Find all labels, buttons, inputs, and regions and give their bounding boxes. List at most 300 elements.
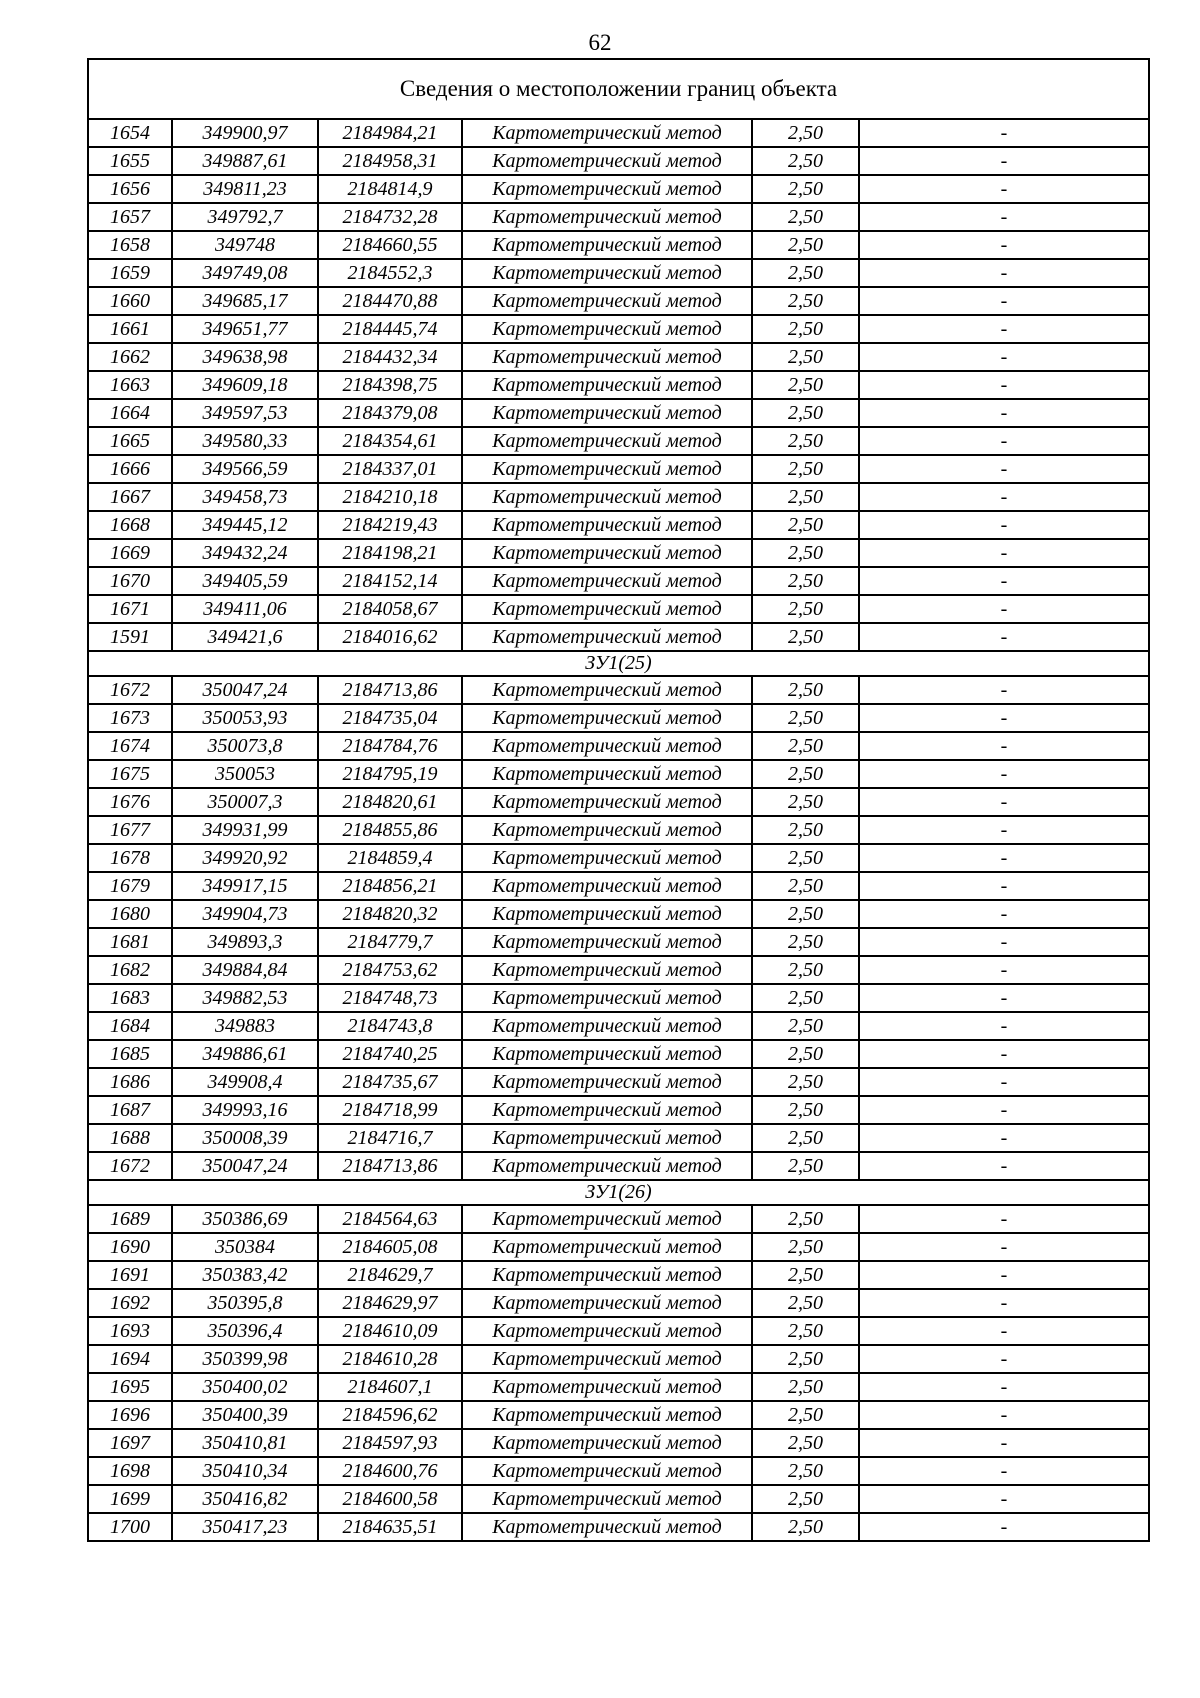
description-cell: - bbox=[859, 956, 1149, 984]
description-cell: - bbox=[859, 1317, 1149, 1345]
y-coordinate-cell: 2184016,62 bbox=[318, 623, 462, 651]
description-cell: - bbox=[859, 511, 1149, 539]
y-coordinate-cell: 2184735,67 bbox=[318, 1068, 462, 1096]
method-cell: Картометрический метод bbox=[462, 539, 752, 567]
description-cell: - bbox=[859, 287, 1149, 315]
description-cell: - bbox=[859, 1205, 1149, 1233]
point-number-cell: 1689 bbox=[88, 1205, 172, 1233]
y-coordinate-cell: 2184735,04 bbox=[318, 704, 462, 732]
description-cell: - bbox=[859, 928, 1149, 956]
y-coordinate-cell: 2184856,21 bbox=[318, 872, 462, 900]
y-coordinate-cell: 2184859,4 bbox=[318, 844, 462, 872]
y-coordinate-cell: 2184740,25 bbox=[318, 1040, 462, 1068]
y-coordinate-cell: 2184398,75 bbox=[318, 371, 462, 399]
table-row bbox=[88, 567, 1149, 595]
x-coordinate-cell: 349421,6 bbox=[172, 623, 318, 651]
point-number-cell: 1693 bbox=[88, 1317, 172, 1345]
point-number-cell: 1670 bbox=[88, 567, 172, 595]
table-row bbox=[88, 259, 1149, 287]
table-row bbox=[88, 427, 1149, 455]
point-number-cell: 1690 bbox=[88, 1233, 172, 1261]
table-row bbox=[88, 203, 1149, 231]
y-coordinate-cell: 2184600,58 bbox=[318, 1485, 462, 1513]
method-cell: Картометрический метод bbox=[462, 1040, 752, 1068]
accuracy-cell: 2,50 bbox=[752, 732, 859, 760]
y-coordinate-cell: 2184820,32 bbox=[318, 900, 462, 928]
description-cell: - bbox=[859, 1513, 1149, 1541]
method-cell: Картометрический метод bbox=[462, 175, 752, 203]
y-coordinate-cell: 2184984,21 bbox=[318, 119, 462, 147]
x-coordinate-cell: 350400,39 bbox=[172, 1401, 318, 1429]
point-number-cell: 1657 bbox=[88, 203, 172, 231]
accuracy-cell: 2,50 bbox=[752, 872, 859, 900]
y-coordinate-cell: 2184732,28 bbox=[318, 203, 462, 231]
accuracy-cell: 2,50 bbox=[752, 900, 859, 928]
method-cell: Картометрический метод bbox=[462, 567, 752, 595]
accuracy-cell: 2,50 bbox=[752, 1513, 859, 1541]
section-label: ЗУ1(25) bbox=[88, 651, 1149, 676]
method-cell: Картометрический метод bbox=[462, 956, 752, 984]
description-cell: - bbox=[859, 676, 1149, 704]
accuracy-cell: 2,50 bbox=[752, 371, 859, 399]
method-cell: Картометрический метод bbox=[462, 984, 752, 1012]
x-coordinate-cell: 349893,3 bbox=[172, 928, 318, 956]
y-coordinate-cell: 2184716,7 bbox=[318, 1124, 462, 1152]
x-coordinate-cell: 350386,69 bbox=[172, 1205, 318, 1233]
method-cell: Картометрический метод bbox=[462, 287, 752, 315]
table-row bbox=[88, 1233, 1149, 1261]
table-row bbox=[88, 623, 1149, 651]
description-cell: - bbox=[859, 1429, 1149, 1457]
table-row bbox=[88, 1261, 1149, 1289]
x-coordinate-cell: 350047,24 bbox=[172, 1152, 318, 1180]
x-coordinate-cell: 349609,18 bbox=[172, 371, 318, 399]
description-cell: - bbox=[859, 1457, 1149, 1485]
table-row bbox=[88, 1317, 1149, 1345]
point-number-cell: 1695 bbox=[88, 1373, 172, 1401]
description-cell: - bbox=[859, 595, 1149, 623]
x-coordinate-cell: 350007,3 bbox=[172, 788, 318, 816]
method-cell: Картометрический метод bbox=[462, 1485, 752, 1513]
method-cell: Картометрический метод bbox=[462, 1373, 752, 1401]
accuracy-cell: 2,50 bbox=[752, 1124, 859, 1152]
y-coordinate-cell: 2184564,63 bbox=[318, 1205, 462, 1233]
table-title-row bbox=[88, 59, 1149, 119]
method-cell: Картометрический метод bbox=[462, 427, 752, 455]
description-cell: - bbox=[859, 427, 1149, 455]
accuracy-cell: 2,50 bbox=[752, 1012, 859, 1040]
point-number-cell: 1674 bbox=[88, 732, 172, 760]
y-coordinate-cell: 2184432,34 bbox=[318, 343, 462, 371]
description-cell: - bbox=[859, 1289, 1149, 1317]
accuracy-cell: 2,50 bbox=[752, 455, 859, 483]
x-coordinate-cell: 349920,92 bbox=[172, 844, 318, 872]
method-cell: Картометрический метод bbox=[462, 1289, 752, 1317]
y-coordinate-cell: 2184784,76 bbox=[318, 732, 462, 760]
table-row bbox=[88, 1205, 1149, 1233]
y-coordinate-cell: 2184753,62 bbox=[318, 956, 462, 984]
table-row bbox=[88, 343, 1149, 371]
method-cell: Картометрический метод bbox=[462, 788, 752, 816]
table-row bbox=[88, 984, 1149, 1012]
accuracy-cell: 2,50 bbox=[752, 1317, 859, 1345]
y-coordinate-cell: 2184610,09 bbox=[318, 1317, 462, 1345]
description-cell: - bbox=[859, 1373, 1149, 1401]
x-coordinate-cell: 350073,8 bbox=[172, 732, 318, 760]
description-cell: - bbox=[859, 1012, 1149, 1040]
x-coordinate-cell: 349993,16 bbox=[172, 1096, 318, 1124]
description-cell: - bbox=[859, 816, 1149, 844]
point-number-cell: 1672 bbox=[88, 1152, 172, 1180]
table-row bbox=[88, 1096, 1149, 1124]
x-coordinate-cell: 349908,4 bbox=[172, 1068, 318, 1096]
point-number-cell: 1667 bbox=[88, 483, 172, 511]
x-coordinate-cell: 349405,59 bbox=[172, 567, 318, 595]
y-coordinate-cell: 2184152,14 bbox=[318, 567, 462, 595]
x-coordinate-cell: 349445,12 bbox=[172, 511, 318, 539]
x-coordinate-cell: 349749,08 bbox=[172, 259, 318, 287]
x-coordinate-cell: 349458,73 bbox=[172, 483, 318, 511]
y-coordinate-cell: 2184354,61 bbox=[318, 427, 462, 455]
description-cell: - bbox=[859, 760, 1149, 788]
x-coordinate-cell: 349651,77 bbox=[172, 315, 318, 343]
description-cell: - bbox=[859, 1068, 1149, 1096]
point-number-cell: 1698 bbox=[88, 1457, 172, 1485]
table-row bbox=[88, 511, 1149, 539]
table-row bbox=[88, 595, 1149, 623]
table-row bbox=[88, 1429, 1149, 1457]
table-row bbox=[88, 1401, 1149, 1429]
description-cell: - bbox=[859, 315, 1149, 343]
section-header-row bbox=[88, 651, 1149, 676]
table-row bbox=[88, 1068, 1149, 1096]
method-cell: Картометрический метод bbox=[462, 704, 752, 732]
accuracy-cell: 2,50 bbox=[752, 147, 859, 175]
point-number-cell: 1683 bbox=[88, 984, 172, 1012]
description-cell: - bbox=[859, 1124, 1149, 1152]
point-number-cell: 1687 bbox=[88, 1096, 172, 1124]
description-cell: - bbox=[859, 1096, 1149, 1124]
point-number-cell: 1677 bbox=[88, 816, 172, 844]
x-coordinate-cell: 350383,42 bbox=[172, 1261, 318, 1289]
description-cell: - bbox=[859, 732, 1149, 760]
point-number-cell: 1672 bbox=[88, 676, 172, 704]
table-row bbox=[88, 1040, 1149, 1068]
description-cell: - bbox=[859, 1233, 1149, 1261]
accuracy-cell: 2,50 bbox=[752, 760, 859, 788]
method-cell: Картометрический метод bbox=[462, 1096, 752, 1124]
y-coordinate-cell: 2184958,31 bbox=[318, 147, 462, 175]
table-row bbox=[88, 1373, 1149, 1401]
y-coordinate-cell: 2184605,08 bbox=[318, 1233, 462, 1261]
method-cell: Картометрический метод bbox=[462, 928, 752, 956]
description-cell: - bbox=[859, 399, 1149, 427]
x-coordinate-cell: 349882,53 bbox=[172, 984, 318, 1012]
point-number-cell: 1688 bbox=[88, 1124, 172, 1152]
y-coordinate-cell: 2184820,61 bbox=[318, 788, 462, 816]
point-number-cell: 1682 bbox=[88, 956, 172, 984]
accuracy-cell: 2,50 bbox=[752, 287, 859, 315]
table-row bbox=[88, 1012, 1149, 1040]
y-coordinate-cell: 2184743,8 bbox=[318, 1012, 462, 1040]
y-coordinate-cell: 2184718,99 bbox=[318, 1096, 462, 1124]
point-number-cell: 1680 bbox=[88, 900, 172, 928]
y-coordinate-cell: 2184198,21 bbox=[318, 539, 462, 567]
table-row bbox=[88, 1289, 1149, 1317]
x-coordinate-cell: 349931,99 bbox=[172, 816, 318, 844]
accuracy-cell: 2,50 bbox=[752, 1457, 859, 1485]
description-cell: - bbox=[859, 704, 1149, 732]
y-coordinate-cell: 2184610,28 bbox=[318, 1345, 462, 1373]
point-number-cell: 1696 bbox=[88, 1401, 172, 1429]
description-cell: - bbox=[859, 1040, 1149, 1068]
accuracy-cell: 2,50 bbox=[752, 1152, 859, 1180]
table-row bbox=[88, 1485, 1149, 1513]
x-coordinate-cell: 349792,7 bbox=[172, 203, 318, 231]
x-coordinate-cell: 349685,17 bbox=[172, 287, 318, 315]
accuracy-cell: 2,50 bbox=[752, 1429, 859, 1457]
description-cell: - bbox=[859, 539, 1149, 567]
y-coordinate-cell: 2184470,88 bbox=[318, 287, 462, 315]
y-coordinate-cell: 2184445,74 bbox=[318, 315, 462, 343]
x-coordinate-cell: 349597,53 bbox=[172, 399, 318, 427]
table-row bbox=[88, 760, 1149, 788]
point-number-cell: 1591 bbox=[88, 623, 172, 651]
table-row bbox=[88, 147, 1149, 175]
description-cell: - bbox=[859, 1152, 1149, 1180]
description-cell: - bbox=[859, 872, 1149, 900]
y-coordinate-cell: 2184379,08 bbox=[318, 399, 462, 427]
y-coordinate-cell: 2184713,86 bbox=[318, 1152, 462, 1180]
accuracy-cell: 2,50 bbox=[752, 844, 859, 872]
accuracy-cell: 2,50 bbox=[752, 175, 859, 203]
method-cell: Картометрический метод bbox=[462, 760, 752, 788]
description-cell: - bbox=[859, 259, 1149, 287]
method-cell: Картометрический метод bbox=[462, 1513, 752, 1541]
accuracy-cell: 2,50 bbox=[752, 788, 859, 816]
method-cell: Картометрический метод bbox=[462, 1233, 752, 1261]
accuracy-cell: 2,50 bbox=[752, 704, 859, 732]
x-coordinate-cell: 350395,8 bbox=[172, 1289, 318, 1317]
description-cell: - bbox=[859, 900, 1149, 928]
table-title: Сведения о местоположении границ объекта bbox=[88, 59, 1149, 119]
table-row bbox=[88, 231, 1149, 259]
x-coordinate-cell: 350399,98 bbox=[172, 1345, 318, 1373]
point-number-cell: 1678 bbox=[88, 844, 172, 872]
point-number-cell: 1692 bbox=[88, 1289, 172, 1317]
accuracy-cell: 2,50 bbox=[752, 231, 859, 259]
x-coordinate-cell: 349884,84 bbox=[172, 956, 318, 984]
point-number-cell: 1700 bbox=[88, 1513, 172, 1541]
method-cell: Картометрический метод bbox=[462, 595, 752, 623]
accuracy-cell: 2,50 bbox=[752, 567, 859, 595]
method-cell: Картометрический метод bbox=[462, 455, 752, 483]
method-cell: Картометрический метод bbox=[462, 1345, 752, 1373]
point-number-cell: 1684 bbox=[88, 1012, 172, 1040]
description-cell: - bbox=[859, 371, 1149, 399]
point-number-cell: 1659 bbox=[88, 259, 172, 287]
accuracy-cell: 2,50 bbox=[752, 595, 859, 623]
y-coordinate-cell: 2184629,7 bbox=[318, 1261, 462, 1289]
description-cell: - bbox=[859, 147, 1149, 175]
x-coordinate-cell: 349887,61 bbox=[172, 147, 318, 175]
table-row bbox=[88, 175, 1149, 203]
point-number-cell: 1685 bbox=[88, 1040, 172, 1068]
point-number-cell: 1676 bbox=[88, 788, 172, 816]
x-coordinate-cell: 350396,4 bbox=[172, 1317, 318, 1345]
method-cell: Картометрический метод bbox=[462, 1152, 752, 1180]
x-coordinate-cell: 350008,39 bbox=[172, 1124, 318, 1152]
accuracy-cell: 2,50 bbox=[752, 1205, 859, 1233]
y-coordinate-cell: 2184210,18 bbox=[318, 483, 462, 511]
method-cell: Картометрический метод bbox=[462, 900, 752, 928]
table-row bbox=[88, 816, 1149, 844]
method-cell: Картометрический метод bbox=[462, 732, 752, 760]
x-coordinate-cell: 350400,02 bbox=[172, 1373, 318, 1401]
method-cell: Картометрический метод bbox=[462, 844, 752, 872]
description-cell: - bbox=[859, 1485, 1149, 1513]
accuracy-cell: 2,50 bbox=[752, 539, 859, 567]
table-row bbox=[88, 676, 1149, 704]
table-row bbox=[88, 399, 1149, 427]
table-row bbox=[88, 287, 1149, 315]
x-coordinate-cell: 350053,93 bbox=[172, 704, 318, 732]
accuracy-cell: 2,50 bbox=[752, 399, 859, 427]
accuracy-cell: 2,50 bbox=[752, 676, 859, 704]
table-row bbox=[88, 1124, 1149, 1152]
description-cell: - bbox=[859, 984, 1149, 1012]
accuracy-cell: 2,50 bbox=[752, 119, 859, 147]
accuracy-cell: 2,50 bbox=[752, 1485, 859, 1513]
point-number-cell: 1663 bbox=[88, 371, 172, 399]
accuracy-cell: 2,50 bbox=[752, 816, 859, 844]
y-coordinate-cell: 2184337,01 bbox=[318, 455, 462, 483]
point-number-cell: 1697 bbox=[88, 1429, 172, 1457]
method-cell: Картометрический метод bbox=[462, 259, 752, 287]
point-number-cell: 1655 bbox=[88, 147, 172, 175]
point-number-cell: 1694 bbox=[88, 1345, 172, 1373]
point-number-cell: 1656 bbox=[88, 175, 172, 203]
method-cell: Картометрический метод bbox=[462, 119, 752, 147]
method-cell: Картометрический метод bbox=[462, 1012, 752, 1040]
method-cell: Картометрический метод bbox=[462, 315, 752, 343]
section-header-row bbox=[88, 1180, 1149, 1205]
point-number-cell: 1665 bbox=[88, 427, 172, 455]
x-coordinate-cell: 349811,23 bbox=[172, 175, 318, 203]
y-coordinate-cell: 2184597,93 bbox=[318, 1429, 462, 1457]
point-number-cell: 1686 bbox=[88, 1068, 172, 1096]
method-cell: Картометрический метод bbox=[462, 676, 752, 704]
x-coordinate-cell: 349580,33 bbox=[172, 427, 318, 455]
table-row bbox=[88, 900, 1149, 928]
accuracy-cell: 2,50 bbox=[752, 623, 859, 651]
point-number-cell: 1658 bbox=[88, 231, 172, 259]
x-coordinate-cell: 350410,34 bbox=[172, 1457, 318, 1485]
accuracy-cell: 2,50 bbox=[752, 1373, 859, 1401]
point-number-cell: 1654 bbox=[88, 119, 172, 147]
table-row bbox=[88, 315, 1149, 343]
x-coordinate-cell: 349904,73 bbox=[172, 900, 318, 928]
table-row bbox=[88, 539, 1149, 567]
method-cell: Картометрический метод bbox=[462, 1261, 752, 1289]
y-coordinate-cell: 2184552,3 bbox=[318, 259, 462, 287]
point-number-cell: 1671 bbox=[88, 595, 172, 623]
y-coordinate-cell: 2184600,76 bbox=[318, 1457, 462, 1485]
table-row bbox=[88, 119, 1149, 147]
method-cell: Картометрический метод bbox=[462, 1457, 752, 1485]
y-coordinate-cell: 2184748,73 bbox=[318, 984, 462, 1012]
accuracy-cell: 2,50 bbox=[752, 1289, 859, 1317]
accuracy-cell: 2,50 bbox=[752, 427, 859, 455]
x-coordinate-cell: 349411,06 bbox=[172, 595, 318, 623]
method-cell: Картометрический метод bbox=[462, 1429, 752, 1457]
table-row bbox=[88, 483, 1149, 511]
table-row bbox=[88, 844, 1149, 872]
method-cell: Картометрический метод bbox=[462, 511, 752, 539]
table-row bbox=[88, 956, 1149, 984]
y-coordinate-cell: 2184855,86 bbox=[318, 816, 462, 844]
method-cell: Картометрический метод bbox=[462, 483, 752, 511]
x-coordinate-cell: 349748 bbox=[172, 231, 318, 259]
description-cell: - bbox=[859, 567, 1149, 595]
section-label: ЗУ1(26) bbox=[88, 1180, 1149, 1205]
method-cell: Картометрический метод bbox=[462, 816, 752, 844]
point-number-cell: 1661 bbox=[88, 315, 172, 343]
x-coordinate-cell: 350384 bbox=[172, 1233, 318, 1261]
method-cell: Картометрический метод bbox=[462, 371, 752, 399]
table-row bbox=[88, 1513, 1149, 1541]
method-cell: Картометрический метод bbox=[462, 203, 752, 231]
x-coordinate-cell: 350053 bbox=[172, 760, 318, 788]
y-coordinate-cell: 2184596,62 bbox=[318, 1401, 462, 1429]
x-coordinate-cell: 349886,61 bbox=[172, 1040, 318, 1068]
accuracy-cell: 2,50 bbox=[752, 1040, 859, 1068]
x-coordinate-cell: 350417,23 bbox=[172, 1513, 318, 1541]
x-coordinate-cell: 349432,24 bbox=[172, 539, 318, 567]
table-row bbox=[88, 371, 1149, 399]
accuracy-cell: 2,50 bbox=[752, 1068, 859, 1096]
y-coordinate-cell: 2184635,51 bbox=[318, 1513, 462, 1541]
x-coordinate-cell: 349566,59 bbox=[172, 455, 318, 483]
page-number: 62 bbox=[588, 30, 612, 55]
accuracy-cell: 2,50 bbox=[752, 1261, 859, 1289]
accuracy-cell: 2,50 bbox=[752, 483, 859, 511]
table-row bbox=[88, 732, 1149, 760]
table-row bbox=[88, 1152, 1149, 1180]
description-cell: - bbox=[859, 483, 1149, 511]
accuracy-cell: 2,50 bbox=[752, 1233, 859, 1261]
accuracy-cell: 2,50 bbox=[752, 1096, 859, 1124]
x-coordinate-cell: 350410,81 bbox=[172, 1429, 318, 1457]
point-number-cell: 1691 bbox=[88, 1261, 172, 1289]
description-cell: - bbox=[859, 1401, 1149, 1429]
y-coordinate-cell: 2184814,9 bbox=[318, 175, 462, 203]
table-row bbox=[88, 455, 1149, 483]
accuracy-cell: 2,50 bbox=[752, 259, 859, 287]
table-body bbox=[88, 59, 1149, 1541]
description-cell: - bbox=[859, 203, 1149, 231]
point-number-cell: 1681 bbox=[88, 928, 172, 956]
method-cell: Картометрический метод bbox=[462, 1401, 752, 1429]
description-cell: - bbox=[859, 623, 1149, 651]
description-cell: - bbox=[859, 231, 1149, 259]
method-cell: Картометрический метод bbox=[462, 872, 752, 900]
x-coordinate-cell: 349883 bbox=[172, 1012, 318, 1040]
point-number-cell: 1679 bbox=[88, 872, 172, 900]
description-cell: - bbox=[859, 1345, 1149, 1373]
y-coordinate-cell: 2184058,67 bbox=[318, 595, 462, 623]
method-cell: Картометрический метод bbox=[462, 1068, 752, 1096]
